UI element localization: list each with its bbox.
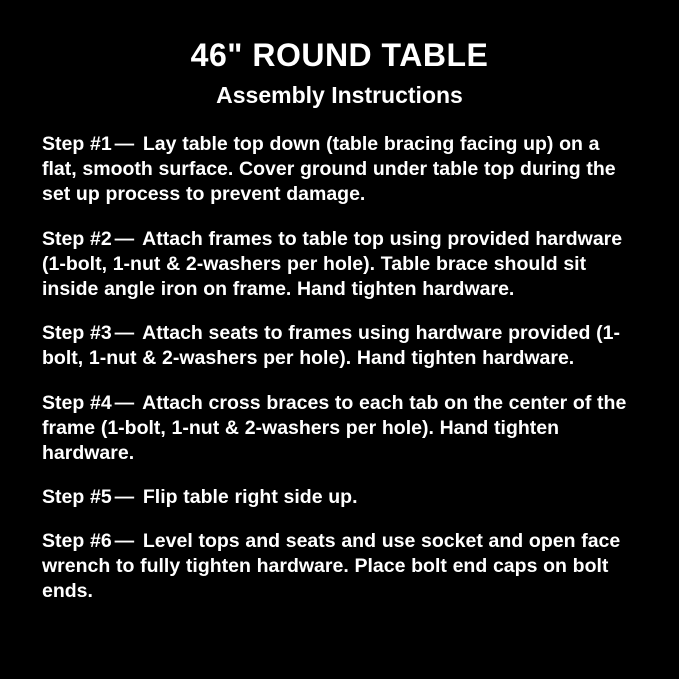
step-item: [42, 227, 637, 302]
step-label: Step #5: [42, 485, 112, 508]
step-dash: —: [114, 391, 135, 414]
step-text: Flip table right side up.: [142, 485, 358, 508]
steps-list: [42, 132, 637, 604]
step-item: [42, 529, 637, 604]
step-text: Attach cross braces to each tab on the center of the frame (1-bolt, 1-nut & 2-washers per hole). Hand tighten hardware.: [42, 391, 627, 464]
step-label: Step #3: [42, 322, 112, 345]
step-label: Step #2: [42, 227, 112, 250]
step-item: [42, 132, 637, 207]
step-item: [42, 485, 637, 510]
step-text: Attach frames to table top using provided hardware (1-bolt, 1-nut & 2-washers per hole). Table brace should sit inside angle iron on frame. Hand tighten hardware.: [42, 227, 623, 300]
step-label: Step #6: [42, 530, 112, 553]
step-text: Level tops and seats and use socket and open face wrench to fully tighten hardware. Place bolt end caps on bolt ends.: [42, 530, 621, 603]
step-text: Attach seats to frames using hardware provided (1-bolt, 1-nut & 2-washers per hole). Hand tighten hardware.: [42, 322, 620, 370]
step-label: Step #4: [42, 391, 112, 414]
step-dash: —: [114, 322, 135, 345]
step-item: [42, 321, 637, 371]
step-dash: —: [114, 227, 135, 250]
step-dash: —: [114, 133, 135, 156]
step-label: Step #1: [42, 133, 112, 156]
page-title: 46" ROUND TABLE: [190, 37, 489, 73]
page-subtitle: Assembly Instructions: [216, 82, 463, 109]
step-dash: —: [114, 485, 135, 508]
step-text: Lay table top down (table bracing facing up) on a flat, smooth surface. Cover ground under table top during the set up process to prevent damage.: [42, 133, 616, 206]
step-item: [42, 391, 637, 466]
step-dash: —: [114, 530, 135, 553]
